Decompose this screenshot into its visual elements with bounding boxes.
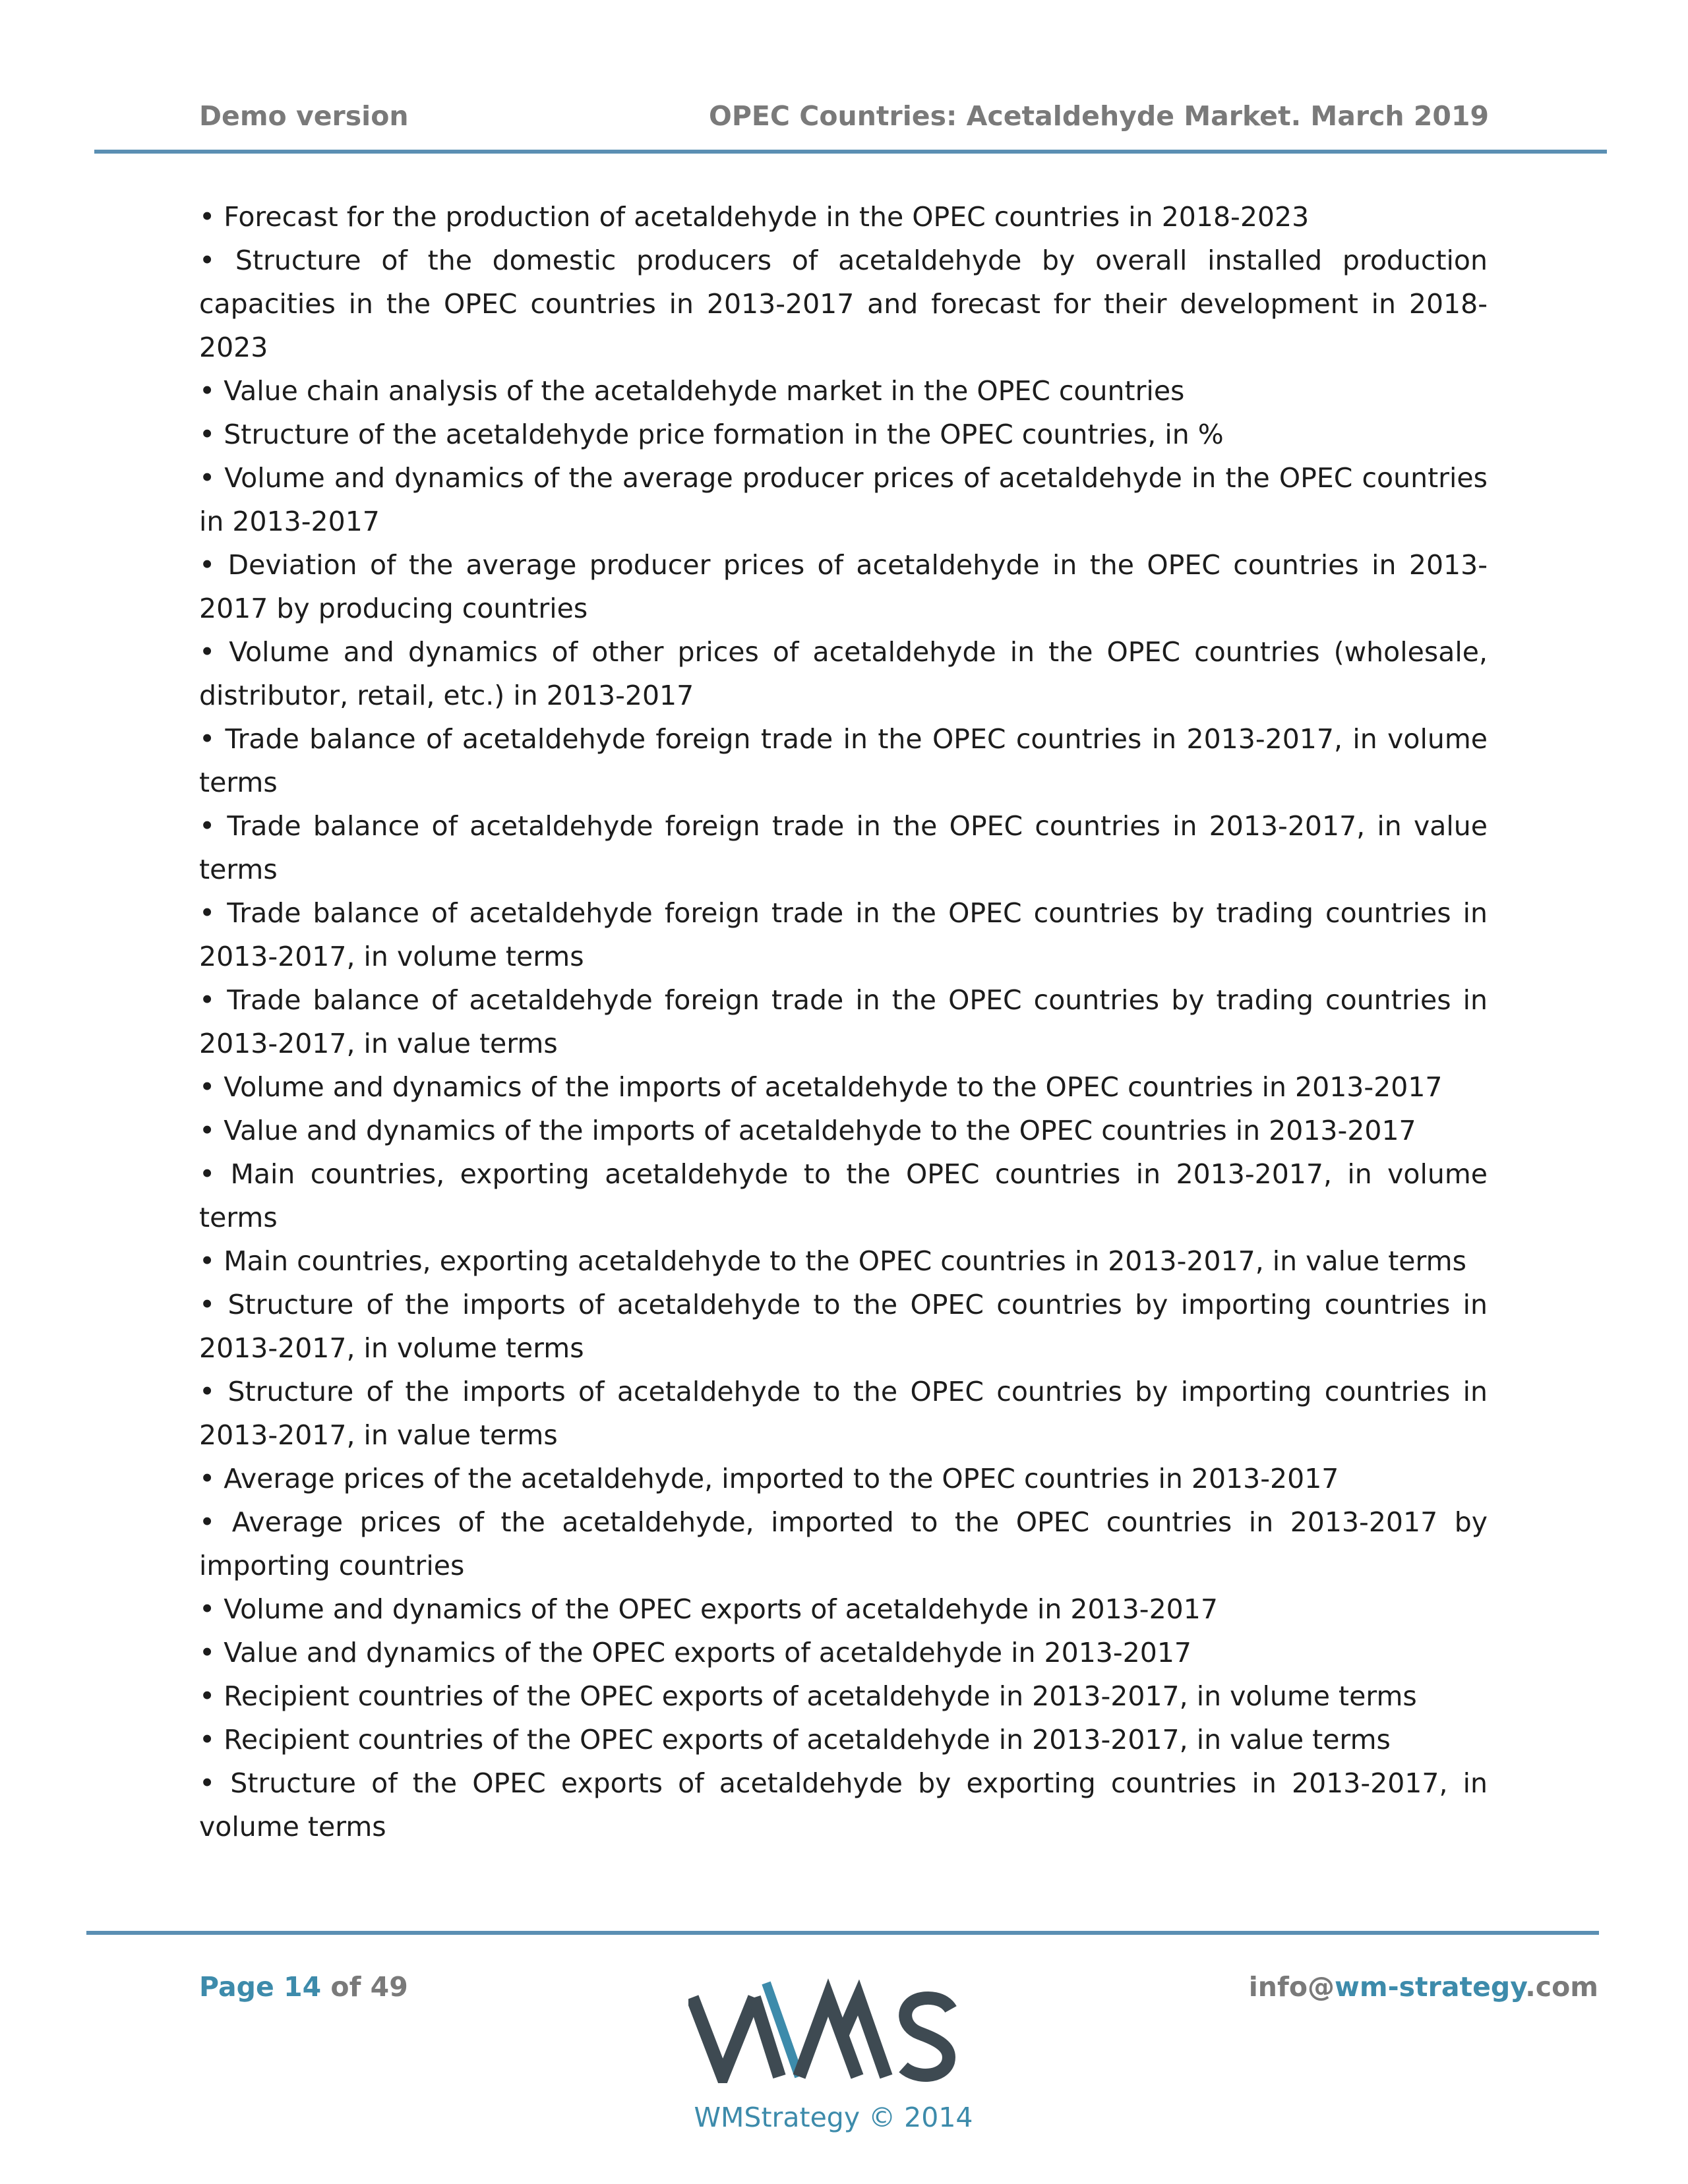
- list-item: • Forecast for the production of acetaldehyde in the OPEC countries in 2018-2023: [199, 201, 1310, 233]
- list-item: • Structure of the acetaldehyde price formation in the OPEC countries, in %: [199, 419, 1224, 450]
- bullet-list: [199, 195, 1488, 1848]
- list-item: • Average prices of the acetaldehyde, imported to the OPEC countries in 2013-2017 by importing countries: [199, 1506, 1488, 1581]
- email-suffix: .com: [1525, 1971, 1598, 2003]
- header-demo-label: Demo version: [199, 100, 409, 132]
- list-item: • Structure of the domestic producers of acetaldehyde by overall installed production capacities in the OPEC countries in 2013-2017 and forecast for their development in 2018-2023: [199, 245, 1488, 363]
- list-item: • Structure of the imports of acetaldehyde to the OPEC countries by importing countries in 2013-2017, in value terms: [199, 1376, 1488, 1451]
- list-item: • Volume and dynamics of the average producer prices of acetaldehyde in the OPEC countries in 2013-2017: [199, 462, 1488, 537]
- list-item: • Recipient countries of the OPEC exports of acetaldehyde in 2013-2017, in value terms: [199, 1724, 1391, 1756]
- contact-email[interactable]: [1249, 1971, 1598, 2003]
- list-item: • Deviation of the average producer prices of acetaldehyde in the OPEC countries in 2013-2017 by producing countries: [199, 549, 1488, 624]
- page-total: of 49: [330, 1971, 408, 2003]
- list-item: • Volume and dynamics of other prices of acetaldehyde in the OPEC countries (wholesale, distributor, retail, etc.) in 2013-2017: [199, 636, 1488, 711]
- list-item: • Main countries, exporting acetaldehyde to the OPEC countries in 2013-2017, in value terms: [199, 1245, 1466, 1277]
- footer-divider: [86, 1931, 1599, 1935]
- list-item: • Structure of the imports of acetaldehyde to the OPEC countries by importing countries in 2013-2017, in volume terms: [199, 1289, 1488, 1364]
- email-domain: wm-strategy: [1334, 1971, 1526, 2003]
- header-divider: [94, 150, 1607, 154]
- email-prefix: info@: [1248, 1971, 1335, 2003]
- list-item: • Value and dynamics of the imports of acetaldehyde to the OPEC countries in 2013-2017: [199, 1115, 1416, 1146]
- page-current: 14: [284, 1971, 322, 2003]
- page-word: Page: [199, 1971, 274, 2003]
- page-indicator: [199, 1971, 408, 2003]
- wms-logo: [688, 1978, 959, 2083]
- list-item: • Trade balance of acetaldehyde foreign trade in the OPEC countries in 2013-2017, in value terms: [199, 810, 1488, 885]
- copyright-text: WMStrategy © 2014: [694, 2102, 973, 2133]
- list-item: • Structure of the OPEC exports of acetaldehyde by exporting countries in 2013-2017, in volume terms: [199, 1767, 1488, 1843]
- list-item: • Value chain analysis of the acetaldehyde market in the OPEC countries: [199, 375, 1185, 407]
- list-item: • Main countries, exporting acetaldehyde to the OPEC countries in 2013-2017, in volume terms: [199, 1158, 1488, 1233]
- list-item: • Average prices of the acetaldehyde, imported to the OPEC countries in 2013-2017: [199, 1463, 1339, 1494]
- list-item: • Trade balance of acetaldehyde foreign trade in the OPEC countries by trading countries in 2013-2017, in volume terms: [199, 897, 1488, 972]
- list-item: • Recipient countries of the OPEC exports of acetaldehyde in 2013-2017, in volume terms: [199, 1680, 1417, 1712]
- list-item: • Trade balance of acetaldehyde foreign trade in the OPEC countries by trading countries in 2013-2017, in value terms: [199, 984, 1488, 1059]
- list-item: • Value and dynamics of the OPEC exports of acetaldehyde in 2013-2017: [199, 1637, 1192, 1668]
- list-item: • Trade balance of acetaldehyde foreign trade in the OPEC countries in 2013-2017, in volume terms: [199, 723, 1488, 798]
- list-item: • Volume and dynamics of the imports of acetaldehyde to the OPEC countries in 2013-2017: [199, 1071, 1443, 1103]
- list-item: • Volume and dynamics of the OPEC exports of acetaldehyde in 2013-2017: [199, 1593, 1218, 1625]
- header-report-title: OPEC Countries: Acetaldehyde Market. March 2019: [709, 100, 1489, 132]
